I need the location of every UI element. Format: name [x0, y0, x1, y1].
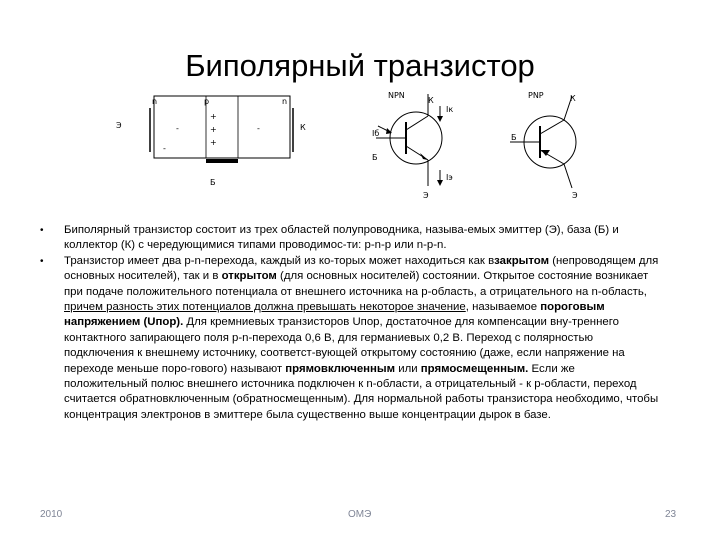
charge-minus-3: - [257, 124, 260, 133]
bullet-2 [40, 254, 660, 423]
bullet-2-part-8: пороговым напряжением (Uпор). [64, 301, 605, 329]
pnp-collector-label: К [570, 94, 576, 103]
transistor-diagram [110, 86, 610, 206]
slide-title: Биполярный транзистор [185, 48, 535, 83]
charge-minus-2: - [163, 144, 166, 153]
bullet-2-part-9: Для кремниевых транзисторов Uпор, достаточное для компенсации вну-треннего контактного запирающего поля p-n-перехода 0,6 В, для германиевых 0,2 В. Переход с полярностью подключения к внешнему источнику, соответст-вующей открытому состоянию (даже, если напряжение на переходе меньше поро-гового) называют [64, 316, 625, 375]
slide-content [40, 223, 660, 423]
bullet-2-part-10: прямовключенным [285, 362, 396, 375]
pnp-base-label: Б [511, 133, 517, 142]
charge-minus-1: - [176, 124, 179, 133]
bullet-1 [40, 223, 660, 254]
charge-plus-1: + [210, 112, 217, 121]
page-number: 23 [665, 509, 677, 520]
npn-emitter-label: Э [423, 191, 429, 200]
bullet-1-text: Биполярный транзистор состоит из трех областей полупроводника, называ-емых эмиттер (Э), база (Б) и коллектор (К) с чередующимися типами проводимос-ти: p-n-p или n-p-n. [64, 224, 619, 252]
emitter-label: Э [116, 121, 122, 130]
bullet-2-part-6: причем разность этих потенциалов должна превышать некоторое значение [64, 301, 466, 314]
base-label: Б [210, 178, 216, 187]
charge-plus-2: + [210, 125, 217, 134]
npn-ib-label: Iб [372, 129, 380, 138]
npn-collector-label: К [428, 96, 434, 105]
pnp-emitter-label: Э [572, 191, 578, 200]
bullet-2-part-5: (для основных носителей) состоянии. Открытое состояние возникает при подаче положительного потенциала от внешнего источника на p-область, а отрицательного на n-область, [64, 270, 649, 298]
npn-ie-label: Iэ [446, 173, 453, 182]
bullet-dot-icon: • [40, 255, 44, 267]
npn-title: NPN [388, 91, 405, 100]
bullet-2-part-3: (непроводящем для основных носителей), так и в [64, 254, 659, 283]
npn-symbol [372, 91, 453, 200]
bullet-2-part-1: Транзистор имеет два p-n-перехода, каждый из ко-торых может находиться как в [64, 254, 495, 267]
bullet-2-part-2: закрытом [494, 254, 550, 267]
npn-ik-label: Iк [446, 105, 454, 114]
npn-base-label: Б [372, 153, 378, 162]
charge-plus-3: + [210, 138, 217, 147]
pnp-symbol [510, 91, 578, 200]
pnp-title: PNP [528, 91, 544, 100]
bullet-2-part-13: Если же положительный полюс внешнего источника подключен к n-области, а отрицательный - к p-области, переход считается обратновключенным (обратносмещенным). Для нормальной работы транзистора необходимо, чтобы концентрация электронов в эмиттере была существенно выше концентрации дырок в базе. [64, 362, 659, 421]
semiconductor-structure [116, 96, 306, 187]
region-n-left-label: n [152, 97, 158, 106]
bullet-2-part-11: или [398, 362, 418, 375]
bullet-2-part-7: , называемое [465, 301, 538, 314]
bullet-2-part-4: открытом [221, 270, 277, 283]
region-n-right-label: n [282, 97, 288, 106]
region-p-label: p [204, 97, 210, 106]
bullet-2-part-12: прямосмещенным. [420, 362, 529, 375]
collector-label: К [300, 123, 306, 132]
footer-year: 2010 [40, 509, 63, 520]
footer-center: ОМЭ [348, 509, 372, 520]
bullet-dot-icon: • [40, 225, 44, 236]
